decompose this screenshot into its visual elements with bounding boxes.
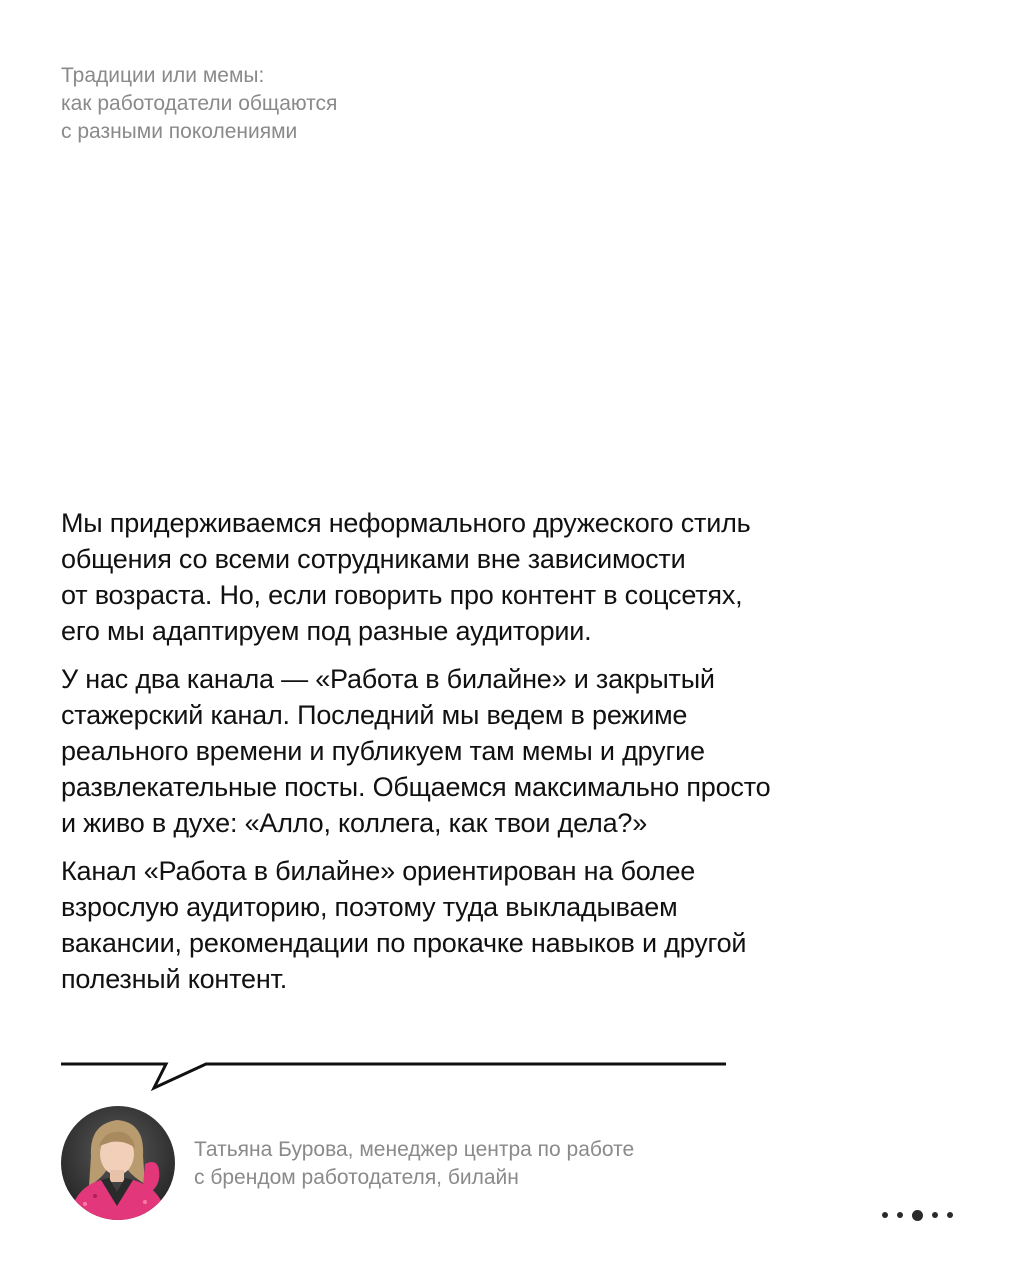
header-line-2: как работодатели общаются — [61, 92, 338, 115]
quote-line: реального времени и публикуем там мемы и другие — [61, 736, 705, 766]
quote-line: стажерский канал. Последний мы ведем в режиме — [61, 700, 688, 730]
author-line-2: с брендом работодателя, билайн — [194, 1166, 519, 1189]
pager-dot[interactable] — [882, 1212, 888, 1218]
author-avatar — [61, 1106, 175, 1220]
quote-paragraph-1 — [61, 505, 861, 649]
person-photo-icon — [61, 1106, 175, 1220]
quote-line: Канал «Работа в билайне» ориентирован на более — [61, 856, 696, 886]
author-caption — [194, 1136, 754, 1192]
quote-body — [61, 505, 861, 1009]
header-line-1: Традиции или мемы: — [61, 64, 265, 87]
quote-line: полезный контент. — [61, 964, 288, 994]
pager-dot[interactable] — [947, 1212, 953, 1218]
quote-line: общения со всеми сотрудниками вне зависимости — [61, 544, 686, 574]
pager-dot-active[interactable] — [912, 1210, 923, 1221]
quote-line: развлекательные посты. Общаемся максимально просто — [61, 772, 771, 802]
quote-line: от возраста. Но, если говорить про контент в соцсетях, — [61, 580, 743, 610]
author-line-1: Татьяна Бурова, менеджер центра по работе — [194, 1138, 635, 1161]
pager-dot[interactable] — [932, 1212, 938, 1218]
quote-line: Мы придерживаемся неформального дружеского стиль — [61, 508, 751, 538]
header-line-3: с разными поколениями — [61, 120, 298, 143]
quote-line: взрослую аудиторию, поэтому туда выкладываем — [61, 892, 678, 922]
quote-line: и живо в духе: «Алло, коллега, как твои дела?» — [61, 808, 648, 838]
quote-line: его мы адаптируем под разные аудитории. — [61, 616, 592, 646]
carousel-pager — [882, 1205, 953, 1225]
quote-line: У нас два канала — «Работа в билайне» и закрытый — [61, 664, 715, 694]
article-header — [61, 62, 581, 146]
quote-paragraph-3 — [61, 853, 861, 997]
pager-dot[interactable] — [897, 1212, 903, 1218]
speech-bubble-divider — [60, 1050, 740, 1094]
quote-line: вакансии, рекомендации по прокачке навыков и другой — [61, 928, 747, 958]
quote-paragraph-2 — [61, 661, 861, 841]
